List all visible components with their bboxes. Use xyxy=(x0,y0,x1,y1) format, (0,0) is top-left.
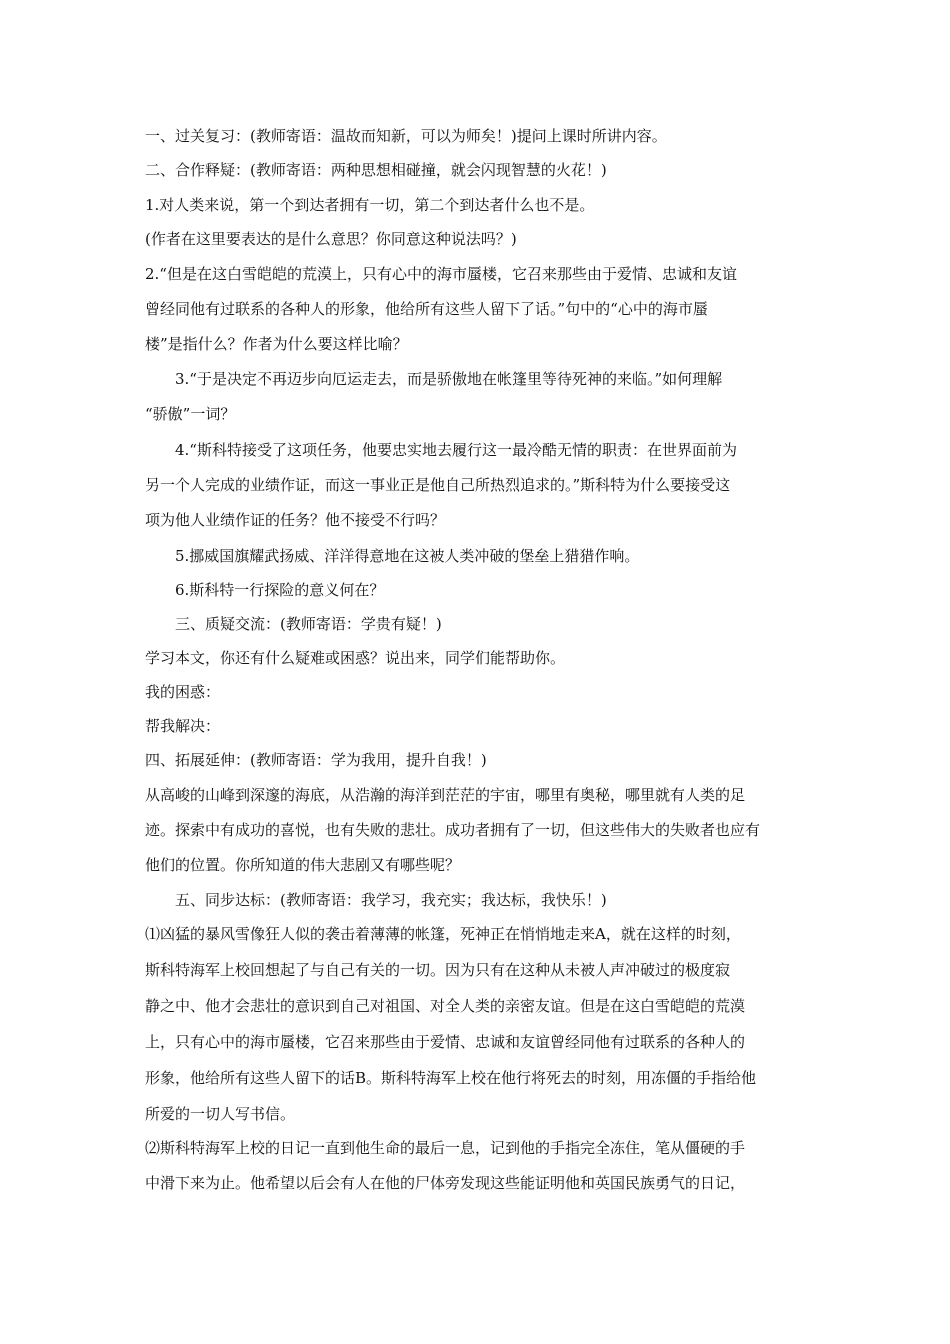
body-text: 我的困惑： xyxy=(145,683,221,701)
section-heading: 二、合作释疑：(教师寄语：两种思想相碰撞，就会闪现智慧的火花！) xyxy=(145,161,607,179)
passage-text: 上，只有心中的海市蜃楼，它召来那些由于爱情、忠诚和友谊曾经同他有过联系的各种人的 xyxy=(145,1033,746,1051)
question-text: 另一个人完成的业绩作证，而这一事业正是他自己所热烈追求的。”斯科特为什么要接受这 xyxy=(145,476,731,494)
question-text: 楼”是指什么？作者为什么要这样比喻？ xyxy=(145,335,408,353)
passage-text: 中滑下来为止。他希望以后会有人在他的尸体旁发现这些能证明他和英国民族勇气的日记， xyxy=(145,1174,746,1192)
passage-text: 斯科特海军上校回想起了与自己有关的一切。因为只有在这种从未被人声冲破过的极度寂 xyxy=(145,961,731,979)
question-text: (作者在这里要表达的是什么意思？你同意这种说法吗？) xyxy=(145,230,517,248)
question-text: 5.挪威国旗耀武扬威、洋洋得意地在这被人类冲破的堡垒上猎猎作响。 xyxy=(175,547,640,565)
question-text: 项为他人业绩作证的任务？他不接受不行吗？ xyxy=(145,511,446,529)
question-text: 4.“斯科特接受了这项任务，他要忠实地去履行这一最冷酷无情的职责：在世界面前为 xyxy=(175,441,737,459)
passage-text: 形象，他给所有这些人留下的话B。斯科特海军上校在他行将死去的时刻，用冻僵的手指给他 xyxy=(145,1069,757,1087)
question-text: 曾经同他有过联系的各种人的形象，他给所有这些人留下了话。”句中的“心中的海市蜃 xyxy=(145,300,708,318)
section-heading: 四、拓展延伸：(教师寄语：学为我用，提升自我！) xyxy=(145,751,487,769)
passage-text: 静之中、他才会悲壮的意识到自己对祖国、对全人类的亲密友谊。但是在这白雪皑皑的荒漠 xyxy=(145,997,746,1015)
question-text: 6.斯科特一行探险的意义何在？ xyxy=(175,581,385,599)
question-text: 2.“但是在这白雪皑皑的荒漠上，只有心中的海市蜃楼，它召来那些由于爱情、忠诚和友谊 xyxy=(145,265,737,283)
question-text: 1.对人类来说，第一个到达者拥有一切，第二个到达者什么也不是。 xyxy=(145,196,595,214)
question-text: “骄傲”一词？ xyxy=(145,405,236,423)
body-text: 学习本文，你还有什么疑难或困惑？说出来，同学们能帮助你。 xyxy=(145,649,566,667)
section-heading: 三、质疑交流：(教师寄语：学贵有疑！) xyxy=(175,615,442,633)
passage-text: 所爱的一切人写书信。 xyxy=(145,1105,296,1123)
body-text: 迹。探索中有成功的喜悦，也有失败的悲壮。成功者拥有了一切，但这些伟大的失败者也应有 xyxy=(145,821,761,839)
passage-text: ⑵斯科特海军上校的日记一直到他生命的最后一息，记到他的手指完全冻住，笔从僵硬的手 xyxy=(145,1139,746,1157)
passage-text: ⑴凶猛的暴风雪像狂人似的袭击着薄薄的帐篷，死神正在悄悄地走来A，就在这样的时刻， xyxy=(145,925,741,943)
section-heading: 五、同步达标：(教师寄语：我学习，我充实；我达标，我快乐！) xyxy=(175,891,607,909)
body-text: 他们的位置。你所知道的伟大悲剧又有哪些呢？ xyxy=(145,856,461,874)
question-text: 3.“于是决定不再迈步向厄运走去，而是骄傲地在帐篷里等待死神的来临。”如何理解 xyxy=(175,370,723,388)
section-heading: 一、过关复习：(教师寄语：温故而知新，可以为师矣！)提问上课时所讲内容。 xyxy=(145,127,667,145)
body-text: 从高峻的山峰到深邃的海底，从浩瀚的海洋到茫茫的宇宙，哪里有奥秘，哪里就有人类的足 xyxy=(145,786,746,804)
body-text: 帮我解决： xyxy=(145,717,221,735)
